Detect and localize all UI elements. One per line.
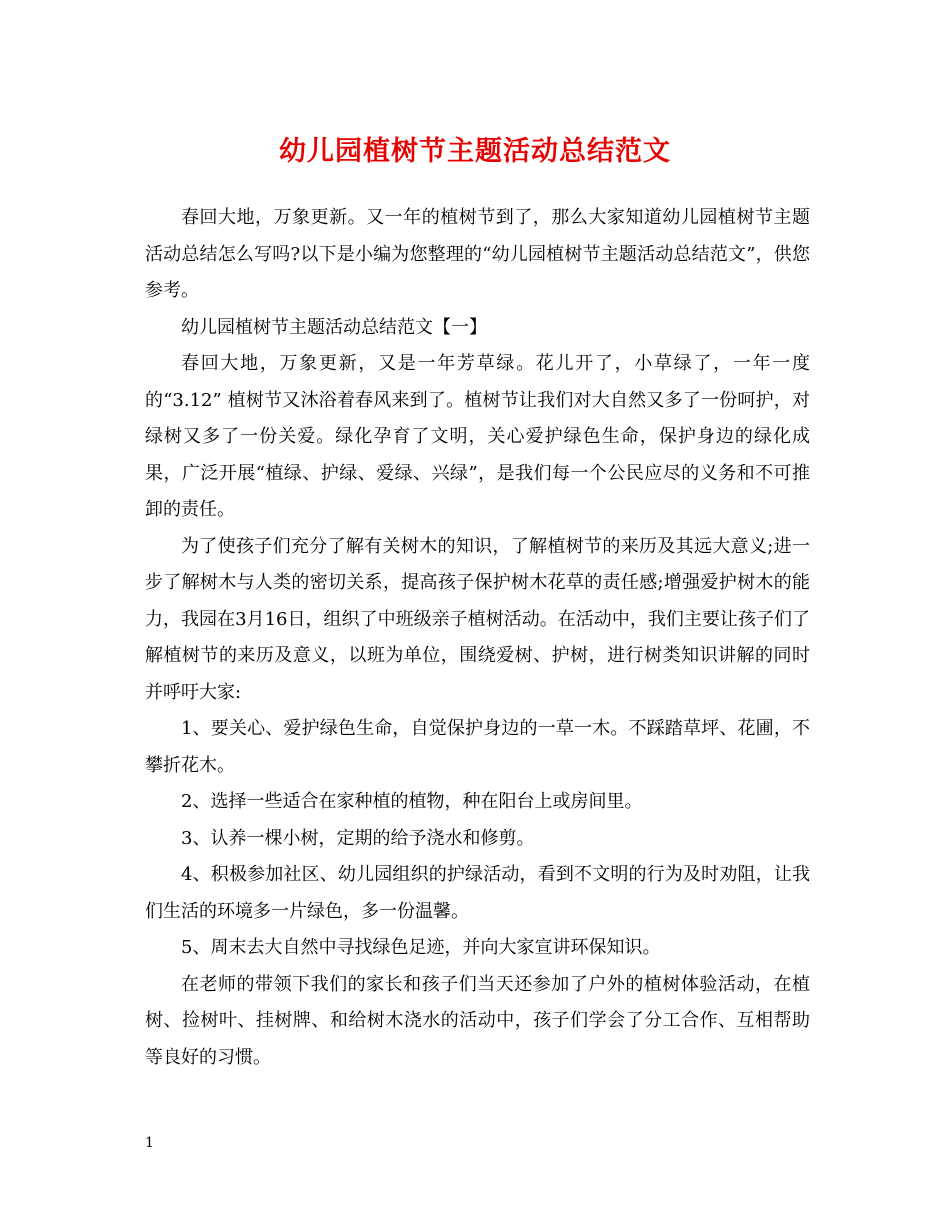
document-body bbox=[145, 200, 810, 1076]
list-item: 4、积极参加社区、幼儿园组织的护绿活动，看到不文明的行为及时劝阻，让我们生活的环境多一片绿色，多一份温馨。 bbox=[145, 864, 810, 922]
list-item: 1、要关心、爱护绿色生命，自觉保护身边的一草一木。不踩踏草坪、花圃，不攀折花木。 bbox=[145, 718, 810, 776]
list-item: 3、认养一棵小树，定期的给予浇水和修剪。 bbox=[181, 827, 535, 849]
document-title: 幼儿园植树节主题活动总结范文 bbox=[279, 136, 671, 167]
list-item: 5、周末去大自然中寻找绿色足迹，并向大家宣讲环保知识。 bbox=[181, 937, 661, 958]
paragraph-intro: 春回大地，万象更新。又一年的植树节到了，那么大家知道幼儿园植树节主题活动总结怎么写吗?以下是小编为您整理的“幼儿园植树节主题活动总结范文”，供您参考。 bbox=[145, 207, 810, 301]
paragraph: 在老师的带领下我们的家长和孩子们当天还参加了户外的植树体验活动，在植树、捡树叶、挂树牌、和给树木浇水的活动中，孩子们学会了分工合作、互相帮助等良好的习惯。 bbox=[145, 973, 810, 1068]
paragraph: 春回大地，万象更新，又是一年芳草绿。花儿开了，小草绿了，一年一度的“3.12” 植树节又沐浴着春风来到了。植树节让我们对大自然又多了一份呵护，对绿树又多了一份关爱。绿化孕育了文明，关心爱护绿色生命，保护身边的绿化成果，广泛开展“植绿、护绿、爱绿、兴绿”，是我们每一个公民应尽的义务和不可推卸的责任。 bbox=[145, 353, 810, 520]
section-heading: 幼儿园植树节主题活动总结范文【一】 bbox=[181, 316, 487, 338]
page-number: 1 bbox=[145, 1135, 154, 1151]
paragraph: 为了使孩子们充分了解有关树木的知识，了解植树节的来历及其远大意义;进一步了解树木与人类的密切关系，提高孩子保护树木花草的责任感;增强爱护树木的能力，我园在3月16日，组织了中班级亲子植树活动。在活动中，我们主要让孩子们了解植树节的来历及意义，以班为单位，围绕爱树、护树，进行树类知识讲解的同时并呼吁大家: bbox=[145, 535, 810, 703]
list-item: 2、选择一些适合在家种植的植物，种在阳台上或房间里。 bbox=[181, 791, 643, 812]
